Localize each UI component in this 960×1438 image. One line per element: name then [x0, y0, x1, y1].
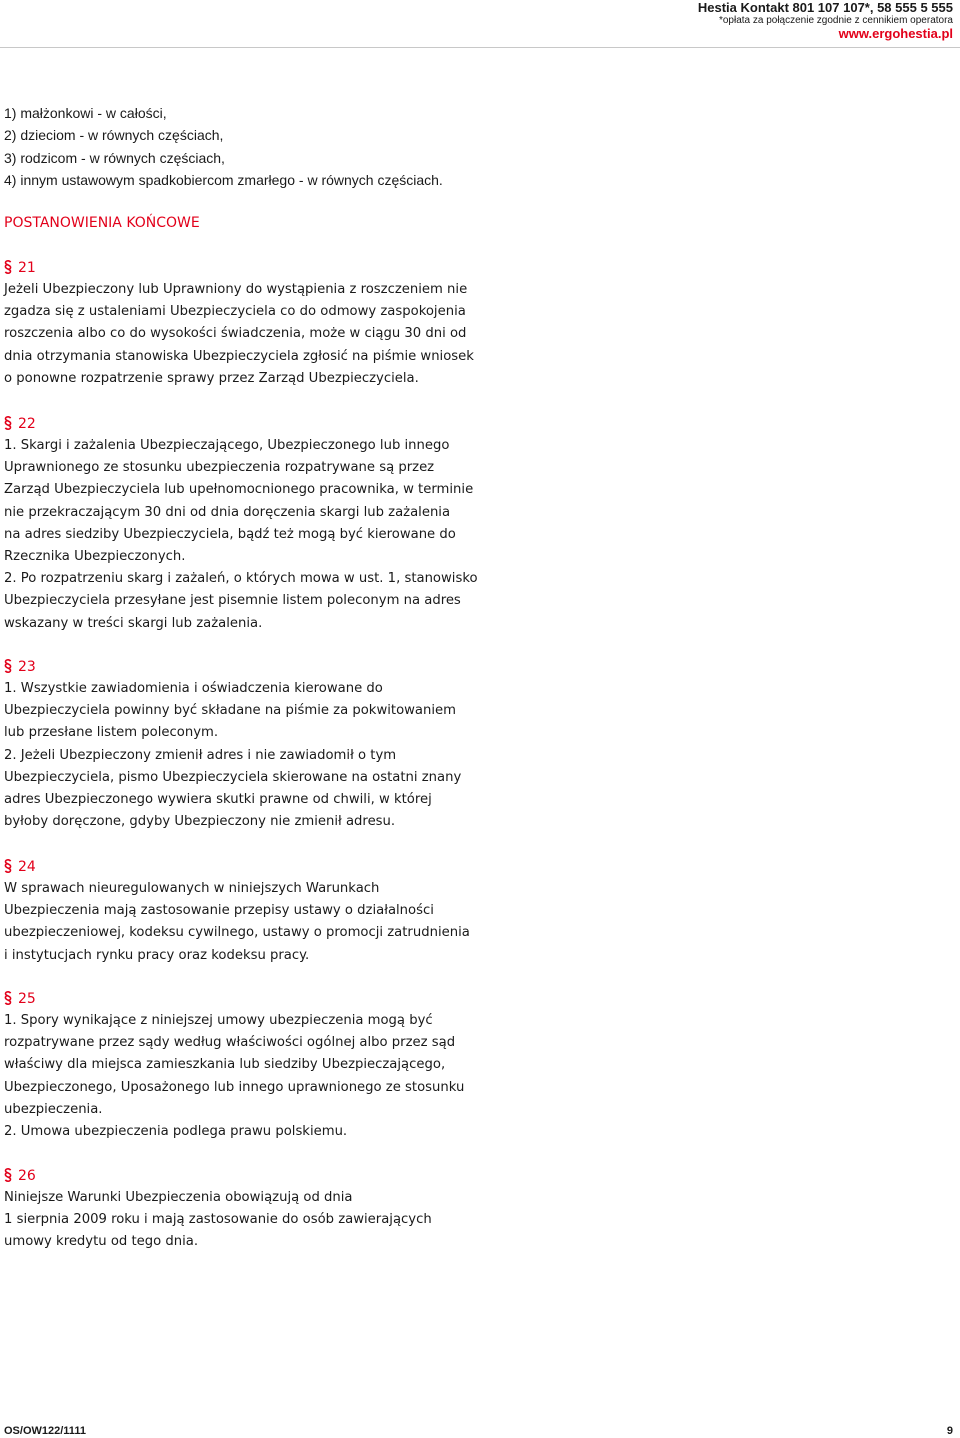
paragraph-line: właściwy dla miejsca zamieszkania lub siedziby Ubezpieczającego,	[4, 1057, 446, 1073]
paragraph-line: 1. Skargi i zażalenia Ubezpieczającego, Ubezpieczonego lub innego	[4, 438, 450, 453]
paragraph-section-25	[4, 988, 464, 1143]
paragraph-line: ubezpieczeniowej, kodeksu cywilnego, ustawy o promocji zatrudnienia	[4, 925, 470, 941]
paragraph-line: wskazany w treści skargi lub zażalenia.	[4, 615, 263, 631]
document-code: OS/OW122/1111	[4, 1425, 86, 1437]
paragraph-line: nie przekraczającym 30 dni od dnia doręczenia skargi lub zażalenia	[4, 504, 451, 520]
paragraph-line: zgadza się z ustaleniami Ubezpieczyciela co do odmowy zaspokojenia	[4, 304, 466, 320]
section-sign-icon	[4, 859, 12, 873]
heir-list-item: 4) innym ustawowym spadkobiercom zmarłego - w równych częściach.	[4, 172, 443, 189]
paragraph-line: Ubezpieczenia mają zastosowanie przepisy ustawy o działalności	[4, 903, 434, 919]
paragraph-line: dnia otrzymania stanowiska Ubezpieczyciela zgłosić na piśmie wniosek	[4, 348, 474, 364]
page-header	[698, 0, 953, 41]
paragraph-line: 2. Umowa ubezpieczenia podlega prawu polskiemu.	[4, 1124, 348, 1140]
paragraph-line: 1. Spory wynikające z niniejszej umowy ubezpieczenia mogą być	[4, 1013, 433, 1028]
paragraph-number-label: 26	[18, 1168, 36, 1184]
heir-list-item: 1) małżonkowi - w całości,	[4, 105, 167, 121]
section-sign-icon	[4, 416, 12, 430]
heir-list-item: 3) rodzicom - w równych częściach,	[4, 149, 225, 166]
section-sign-icon	[4, 1168, 12, 1182]
section-sign-icon	[4, 260, 12, 274]
paragraph-section-21	[4, 257, 474, 390]
header-divider	[0, 47, 960, 48]
paragraph-section-26	[4, 1165, 432, 1254]
paragraph-line: ubezpieczenia.	[4, 1101, 103, 1117]
website-link[interactable]: www.ergohestia.pl	[838, 26, 953, 41]
paragraph-line: o ponowne rozpatrzenie sprawy przez Zarząd Ubezpieczyciela.	[4, 370, 419, 386]
paragraph-number	[4, 856, 470, 878]
paragraph-number	[4, 1165, 432, 1187]
paragraph-number-label: 22	[18, 416, 36, 432]
heir-list-item: 2) dzieciom - w równych częściach,	[4, 127, 224, 144]
section-sign-icon	[4, 659, 12, 673]
paragraph-number-label: 23	[18, 659, 36, 675]
page-number: 9	[946, 1425, 953, 1437]
section-heading: POSTANOWIENIA KOŃCOWE	[4, 215, 200, 231]
paragraph-number	[4, 656, 461, 678]
paragraph-line: Jeżeli Ubezpieczony lub Uprawniony do wystąpienia z roszczeniem nie	[4, 282, 468, 297]
paragraph-line: Ubezpieczyciela przesyłane jest pisemnie listem poleconym na adres	[4, 593, 461, 609]
paragraph-line: rozpatrywane przez sądy według właściwości ogólnej albo przez sąd	[4, 1035, 456, 1051]
paragraph-number	[4, 988, 464, 1010]
paragraph-line: roszczenia albo co do wysokości świadczenia, może w ciągu 30 dni od	[4, 326, 467, 342]
paragraph-number-label: 25	[18, 991, 36, 1007]
paragraph-line: 1. Wszystkie zawiadomienia i oświadczenia kierowane do	[4, 681, 383, 696]
paragraph-section-24	[4, 856, 470, 967]
paragraph-line: Uprawnionego ze stosunku ubezpieczenia rozpatrywane są przez	[4, 460, 435, 476]
contact-note: *opłata za połączenie zgodnie z cennikiem operatora	[718, 15, 953, 26]
paragraph-line: byłoby doręczone, gdyby Ubezpieczony nie zmienił adresu.	[4, 814, 396, 830]
paragraph-line: adres Ubezpieczonego wywiera skutki prawne od chwili, w której	[4, 792, 432, 808]
paragraph-line: Ubezpieczonego, Uposażonego lub innego uprawnionego ze stosunku	[4, 1079, 465, 1095]
paragraph-line: Ubezpieczyciela, pismo Ubezpieczyciela skierowane na ostatni znany	[4, 769, 462, 785]
paragraph-number	[4, 257, 474, 279]
paragraph-line: lub przesłane listem poleconym.	[4, 725, 219, 741]
paragraph-line: umowy kredytu od tego dnia.	[4, 1234, 199, 1250]
paragraph-line: W sprawach nieuregulowanych w niniejszych Warunkach	[4, 881, 380, 896]
paragraph-line: Niniejsze Warunki Ubezpieczenia obowiązują od dnia	[4, 1190, 353, 1205]
heir-list	[4, 102, 443, 192]
contact-line: Hestia Kontakt 801 107 107*, 58 555 5 555	[697, 0, 953, 15]
paragraph-line: Zarząd Ubezpieczyciela lub upełnomocnionego pracownika, w terminie	[4, 482, 474, 498]
paragraph-line: 1 sierpnia 2009 roku i mają zastosowanie do osób zawierających	[4, 1212, 432, 1228]
paragraph-section-22	[4, 413, 478, 635]
paragraph-number	[4, 413, 478, 435]
paragraph-line: Rzecznika Ubezpieczonych.	[4, 549, 186, 565]
paragraph-number-label: 24	[18, 859, 36, 875]
paragraph-line: Ubezpieczyciela powinny być składane na piśmie za pokwitowaniem	[4, 703, 456, 719]
paragraph-line: 2. Po rozpatrzeniu skarg i zażaleń, o których mowa w ust. 1, stanowisko	[4, 571, 478, 587]
paragraph-line: 2. Jeżeli Ubezpieczony zmienił adres i nie zawiadomił o tym	[4, 747, 397, 763]
paragraph-line: i instytucjach rynku pracy oraz kodeksu pracy.	[4, 947, 310, 963]
paragraph-number-label: 21	[18, 260, 36, 276]
paragraph-section-23	[4, 656, 461, 833]
section-sign-icon	[4, 991, 12, 1005]
paragraph-line: na adres siedziby Ubezpieczyciela, bądź też mogą być kierowane do	[4, 526, 456, 542]
